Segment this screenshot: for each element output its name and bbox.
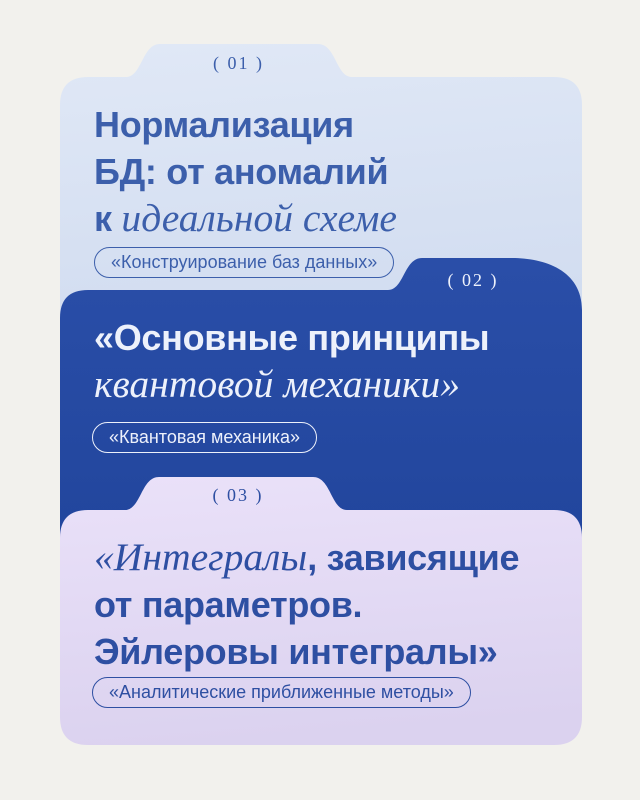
title-line (94, 534, 519, 581)
card-02-title (94, 314, 489, 408)
card-03-title (94, 534, 519, 675)
title-segment-sans: Эйлеровы интегралы» (94, 631, 498, 672)
title-segment-sans: , зависящие (307, 537, 520, 578)
title-line (94, 361, 489, 408)
title-segment-sans: БД: от аномалий (94, 151, 389, 192)
title-line (94, 314, 489, 361)
title-segment-sans: Нормализация (94, 104, 354, 145)
card-01-title (94, 101, 397, 242)
card-02-topic-badge: «Квантовая механика» (92, 422, 317, 453)
card-03-tab-number: ( 03 ) (212, 485, 264, 505)
title-segment-sans: «Основные принципы (94, 317, 490, 358)
title-line (94, 148, 397, 195)
title-line (94, 195, 397, 242)
title-segment-serif: квантовой механики» (94, 362, 461, 406)
card-01-topic-badge: «Конструирование баз данных» (94, 247, 394, 278)
title-line (94, 101, 397, 148)
title-segment-sans: к (94, 198, 122, 239)
card-02-tab-number: ( 02 ) (447, 270, 499, 290)
card-01-tab-number: ( 01 ) (213, 53, 264, 73)
card-03-topic-badge: «Аналитические приближенные методы» (92, 677, 471, 708)
title-segment-serif: идеальной схеме (121, 196, 397, 240)
title-line (94, 581, 519, 628)
title-line (94, 628, 519, 675)
title-segment-sans: от параметров. (94, 584, 363, 625)
title-segment-serif: «Интегралы (94, 535, 308, 579)
